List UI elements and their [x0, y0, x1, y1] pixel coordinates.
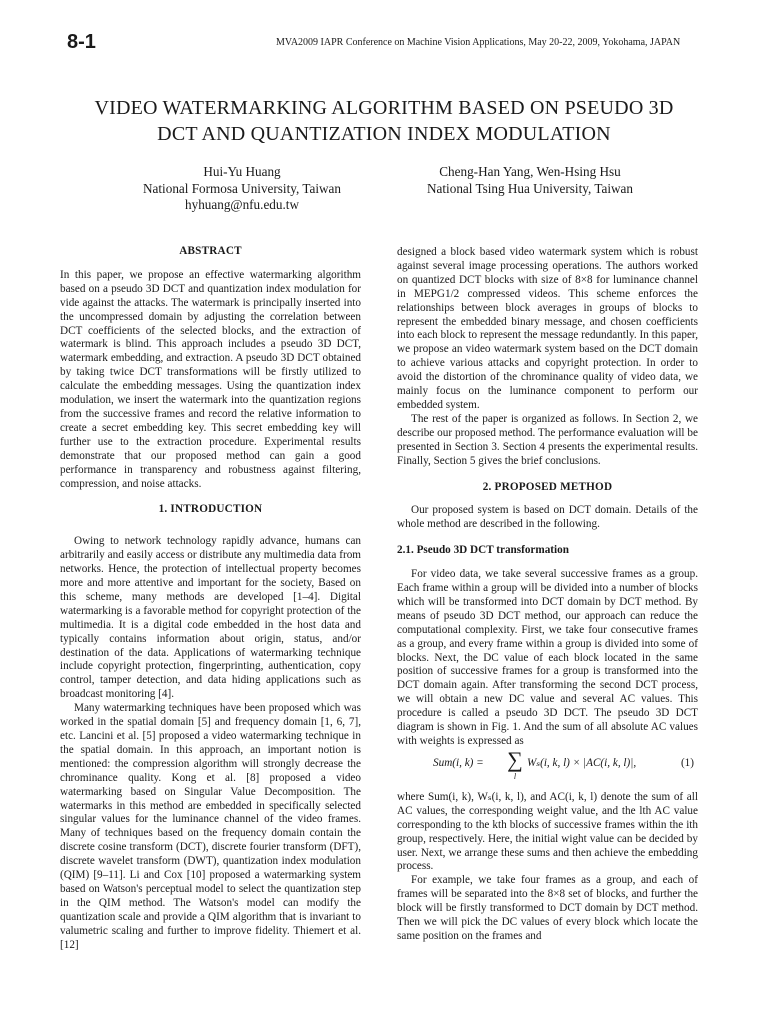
paragraph: The rest of the paper is organized as follows. In Section 2, we describe our proposed method. The performance evaluation will be presented in Section 3. Section 4 presents the experimental results. Finally, Section 5 gives the brief conclusions. — [397, 412, 698, 467]
title-line: DCT AND QUANTIZATION INDEX MODULATION — [157, 123, 611, 145]
summation-symbol — [505, 746, 525, 784]
author-affiliation: National Tsing Hua University, Taiwan — [427, 180, 633, 196]
abstract-heading: ABSTRACT — [179, 245, 242, 257]
paragraph: Our proposed system is based on DCT domain. Details of the whole method are described in the following. — [397, 504, 698, 531]
equation-rhs: Wₛ(i, k, l) × |AC(i, k, l)|, — [527, 756, 637, 769]
summation-index: l — [513, 771, 517, 781]
author-email: hyhuang@nfu.edu.tw — [185, 197, 299, 212]
right-column — [397, 246, 698, 944]
paragraph: For video data, we take several successive frames as a group. Each frame within a group will be divided into a number of blocks which will be transformed into DCT domain by DCT method. By means of pseudo 3D DCT method, our approach can reduce the computational complexity. First, we take four consecutive frames as a group, and every frame within a group is divided into some of blocks. Next, the DC value of each block located in the same position of successive frames for a group is transformed into the DCT domain again. After transforming the second DCT process, we will obtain a new DC value and several AC values. This procedure is called a pseudo 3D DCT. The pseudo 3D DCT diagram is shown in Fig. 1. And the sum of all absolute AC values with weights is expressed as — [397, 568, 698, 747]
introduction-heading: 1. INTRODUCTION — [158, 503, 263, 516]
page-number: 8-1 — [67, 31, 96, 53]
left-column — [60, 245, 361, 953]
paragraph: designed a block based video watermark system which is robust against several image processing operations. The authors worked on quantized DCT blocks with size of 8×8 for luminance channel in MEPG1/2 compressed videos. This scheme enforces the relationships between block averages in groups of blocks to represent the embedded binary message, and chosen coefficients into each block to represent the message redundantly. In this paper, we propose an video watermark system based on the DCT domain to achieve various attacks and copyright protection. In order to avoid the distortion of the chrominance quality of video data, we mainly focus on the luminance component to perform our embedded system. — [397, 246, 698, 411]
author-block — [384, 164, 676, 197]
equation-number: (1) — [680, 756, 694, 769]
author-affiliation: National Formosa University, Taiwan — [143, 180, 341, 196]
conference-header: MVA2009 IAPR Conference on Machine Vision Applications, May 20-22, 2009, Yokohama, JAPAN — [276, 37, 681, 48]
title-line: VIDEO WATERMARKING ALGORITHM BASED ON PSEUDO 3D — [94, 97, 674, 119]
sigma-glyph: ∑ — [507, 746, 523, 772]
paragraph: Many watermarking techniques have been proposed which was worked in the spatial domain [5] and frequency domain [1, 6, 7], etc. Lancini et al. [5] proposed a video watermarking technique in the spatial domain. In this approach, an important notion is mentioned: the compression algorithm will strongly decrease the chrominance quality. Kong et al. [8] proposed a video watermarking based on Singular Value Decomposition. The watermarks in this method are embedded in specifically selected singular values for the luminance channel of the video frames. Many of techniques based on the frequency domain contain the discrete cosine transform (DCT), discrete fourier transform (DFT), discrete wavelet transform (DWT), quantization index modulation (QIM) [9–11]. Li and Cox [10] proposed a watermarking system based on Watson's perceptual model to select the quantization step in the QIM method. The Watson's model can modify the quantization scale and provide a QIM algorithm that is invariant to valumetric scaling and further to improve fidelity. Thiemert et al. [12] — [60, 702, 361, 951]
equation-1 — [397, 746, 698, 787]
equation-lhs: Sum(i, k) = — [433, 756, 484, 769]
abstract-text: In this paper, we propose an effective watermarking algorithm based on a pseudo 3D DCT and quantization index modulation for vide against the attacks. The watermark is principally inserted into the uncompressed domain by adjusting the correlation between DCT coefficients of the selected blocks, and the extraction of watermark is blind. This approach includes a pseudo 3D DCT, watermark embedding, and extraction. A pseudo 3D DCT obtained by taking twice DCT transformations will be firstly utilized to calculate the embedding messages. Using the quantization index modulation, we insert the watermark into the quantization regions from the successive frames and record the relative information to create a secret embedding key. This secret embedding key will further use to the extraction procedure. Experimental results demonstrate that our proposed method can gain a good performance in transparency and robustness against filtering, compression, and noise attacks. — [60, 268, 361, 490]
proposed-method-heading: 2. PROPOSED METHOD — [482, 480, 613, 493]
paper-title — [40, 95, 728, 147]
paragraph: For example, we take four frames as a group, and each of frames will be separated into the 8×8 set of blocks, and further the block will be firstly transformed to DCT domain by DCT method. Then we will pick the DC values of every block which locate the same position on the frames and — [397, 874, 698, 942]
author-name: Cheng-Han Yang, Wen-Hsing Hsu — [439, 164, 621, 179]
subsection-heading: 2.1. Pseudo 3D DCT transformation — [397, 544, 569, 557]
author-name: Hui-Yu Huang — [203, 164, 281, 179]
author-block — [96, 164, 388, 214]
paragraph: where Sum(i, k), Wₛ(i, k, l), and AC(i, k, l) denote the sum of all AC values, the corresponding weight value, and the lth AC value corresponding to the kth blocks of successive frames within the ith group, respectively. Here, the initial wight value can be decided by user. Next, we arrange these sums and then achieve the embedding process. — [397, 790, 698, 873]
paragraph: Owing to network technology rapidly advance, humans can arbitrarily and easily access or distribute any multimedia data from networks. Hence, the protection of intellectual property becomes more and more attentive and important for the society, Based on this scheme, many methods are developed [1–4]. Digital watermarking is a favorable method for copyright protection of the multimedia. It is a digital code embedded in the host data and typically contains information about origin, status, and/or destination of the data. Applications of watermarking technique include copyright protection, fingerprinting, authentication, copy control, tamper detection, and data hiding applications such as broadcast monitoring [4]. — [60, 535, 361, 701]
